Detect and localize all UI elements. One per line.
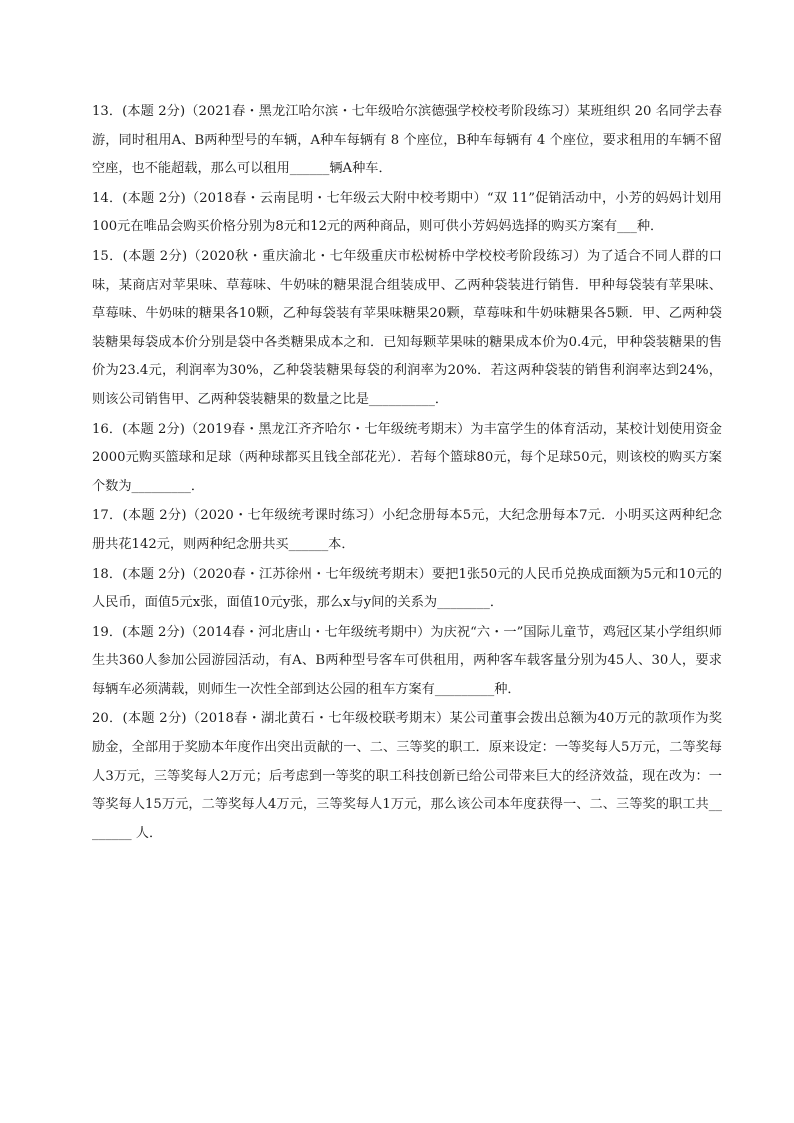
question-18-text: 18．(本题 2分)（2020春・江苏徐州・七年级统考期末）要把1张50元的人民币兑换成面额为5元和10元的人民币，面值5元x张，面值10元y张，那么x与y间的关系为________． [92,566,722,611]
question-19 [92,619,722,705]
question-17 [92,502,722,559]
question-14 [92,185,722,242]
question-19-text: 19．(本题 2分)（2014春・河北唐山・七年级统考期中）为庆祝“六・一”国际儿童节，鸡冠区某小学组织师生共360人参加公园游园活动，有A、B两种型号客车可供租用，两种客车载客量分别为45人、30人，要求每辆车必须满载，则师生一次性全部到达公园的租车方案有_________种． [92,624,722,697]
question-16-text: 16．(本题 2分)（2019春・黑龙江齐齐哈尔・七年级统考期末）为丰富学生的体育活动，某校计划使用资金2000元购买篮球和足球（两种球都买且钱全部花光）．若每个篮球80元，每个足球50元，则该校的购买方案个数为_________． [92,421,722,494]
question-16 [92,416,722,502]
question-list [92,98,722,848]
question-15-text: 15．(本题 2分)（2020秋・重庆渝北・七年级重庆市松树桥中学校校考阶段练习）为了适合不同人群的口味，某商店对苹果味、草莓味、牛奶味的糖果混合组装成甲、乙两种袋装进行销售．甲种每袋装有苹果味、草莓味、牛奶味的糖果各10颗，乙种每袋装有苹果味糖果20颗，草莓味和牛奶味糖果各5颗．甲、乙两种袋装糖果每袋成本价分别是袋中各类糖果成本之和．已知每颗苹果味的糖果成本价为0.4元，甲种袋装糖果的售价为23.4元，利润率为30%，乙种袋装糖果每袋的利润率为20%．若这两种袋装的销售利润率达到24%，则该公司销售甲、乙两种袋装糖果的数量之比是__________． [92,248,722,407]
question-18 [92,561,722,618]
question-13 [92,98,722,184]
question-14-text: 14．(本题 2分)（2018春・云南昆明・七年级云大附中校考期中）“双 11”促销活动中，小芳的妈妈计划用100元在唯品会购买价格分别为8元和12元的两种商品，则可供小芳妈妈选择的购买方案有___种． [92,190,722,235]
question-17-text: 17．(本题 2分)（2020・七年级统考课时练习）小纪念册每本5元，大纪念册每本7元．小明买这两种纪念册共花142元，则两种纪念册共买______本． [92,508,722,552]
question-15 [92,243,722,415]
question-13-text: 13．(本题 2分)（2021春・黑龙江哈尔滨・七年级哈尔滨德强学校校考阶段练习）某班组织 20 名同学去春游，同时租用A、B两种型号的车辆，A种车每辆有 8 个座位，B种车每辆有 4 个座位，要求租用的车辆不留空座，也不能超载，那么可以租用______辆A种车． [92,104,722,177]
question-20 [92,705,722,848]
question-20-text: 20．(本题 2分)（2018春・湖北黄石・七年级校联考期末）某公司董事会拨出总额为40万元的款项作为奖励金，全部用于奖励本年度作出突出贡献的一、二、三等奖的职工．原来设定：一等奖每人5万元，二等奖每人3万元，三等奖每人2万元；后考虑到一等奖的职工科技创新已给公司带来巨大的经济效益，现在改为：一等奖每人15万元，二等奖每人4万元，三等奖每人1万元，那么该公司本年度获得一、二、三等奖的职工共________ 人． [92,711,722,841]
